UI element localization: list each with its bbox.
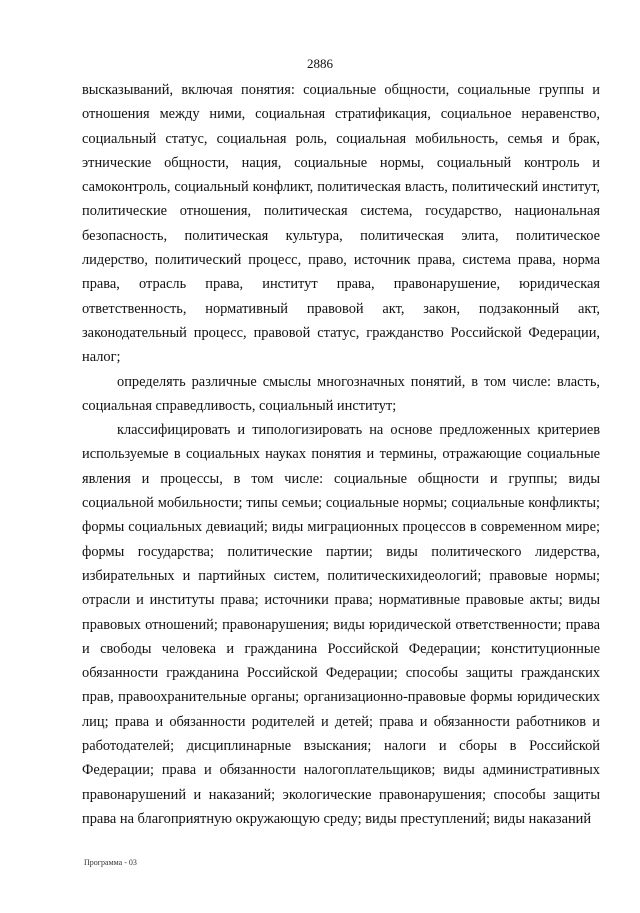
paragraph-concepts-list: высказываний, включая понятия: социальные общности, социальные группы и отношения между ними, социальная стратификация, социальное неравенство, социальный статус, социальная роль, социальная мобильность, семья и брак, этнические общности, нация, социальные нормы, социальный контроль и самоконтроль, социальный конфликт, политическая власть, политический институт, политические отношения, политическая система, государство, национальная безопасность, политическая культура, политическая элита, политическое лидерство, политический процесс, право, источник права, система права, норма права, отрасль права, институт права, правонарушение, юридическая ответственность, нормативный правовой акт, закон, подзаконный акт, законодательный процесс, правовой статус, гражданство Российской Федерации, налог; (82, 82, 600, 366)
body-text (82, 78, 600, 831)
page-number: 2886 (307, 56, 333, 71)
paragraph-classify-typologize: классифицировать и типологизировать на основе предложенных критериев используемые в социальных науках понятия и термины, отражающие социальные явления и процессы, в том числе: социальные общности и группы; виды социальной мобильности; типы семьи; социальные нормы; социальные конфликты; формы социальных девиаций; виды миграционных процессов в современном мире; формы государства; политические партии; виды политического лидерства, избирательных и партийных систем, политическихидеологий; правовые нормы; отрасли и институты права; источники права; нормативные правовые акты; виды правовых отношений; правонарушения; виды юридической ответственности; права и свободы человека и гражданина Российской Федерации; конституционные обязанности гражданина Российской Федерации; способы защиты гражданских прав, правоохранительные органы; организационно-правовые формы юридических лиц; права и обязанности родителей и детей; права и обязанности работников и работодателей; дисциплинарные взыскания; налоги и сборы в Российской Федерации; права и обязанности налогоплательщиков; виды административных правонарушений и наказаний; экологические правонарушения; способы защиты права на благоприятную окружающую среду; виды преступлений; виды наказаний (82, 422, 600, 827)
footer-program-label: Программа - 03 (84, 858, 137, 867)
paragraph-define-meanings: определять различные смыслы многозначных понятий, в том числе: власть, социальная справедливость, социальный институт; (82, 373, 600, 414)
